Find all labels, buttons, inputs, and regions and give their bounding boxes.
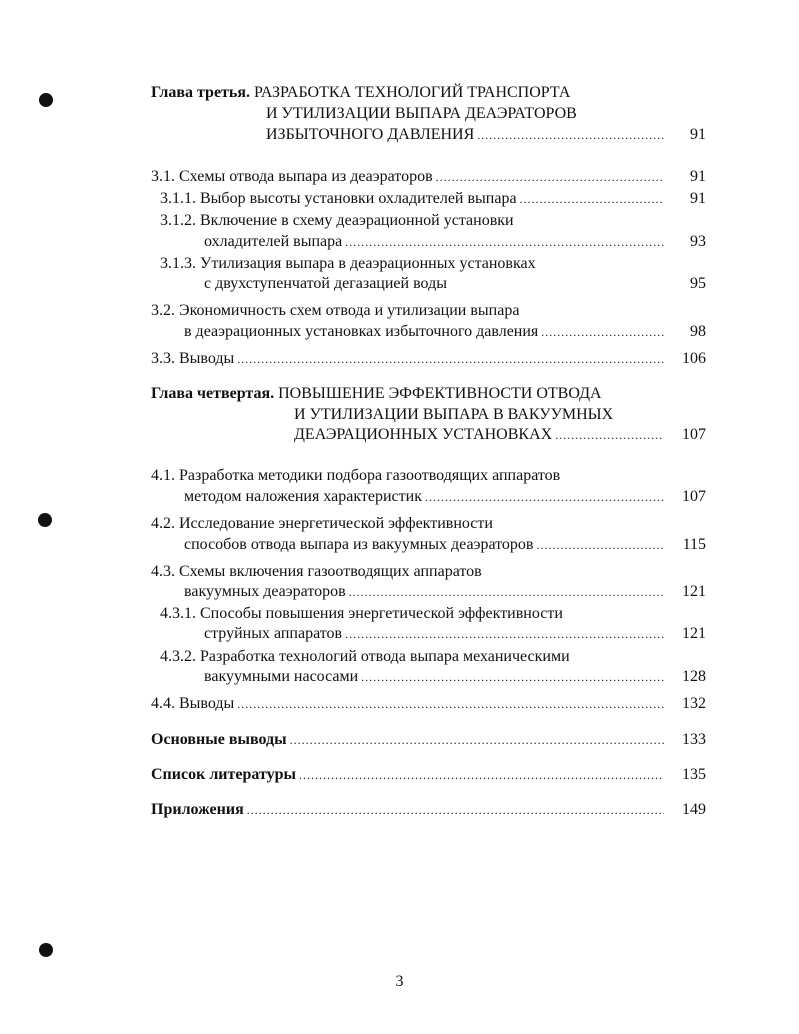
toc-entry-4-3-line1: 4.3. Схемы включения газоотводящих аппаратов: [151, 563, 482, 580]
toc-entry-4-3: [184, 582, 668, 602]
dot-leader: [425, 487, 664, 507]
toc-entry-4-3-2: [204, 667, 668, 687]
toc-entry-4-1: [184, 487, 668, 507]
dot-leader: [345, 624, 664, 644]
toc-entry-3-3: [151, 349, 668, 369]
toc-entry-3-1-3-line1: 3.1.3. Утилизация выпара в деаэрационных установках: [160, 255, 536, 272]
toc-entry-3-1-1: [160, 189, 668, 209]
dot-leader: [536, 535, 664, 555]
chapter-4-title-part1: ПОВЫШЕНИЕ ЭФФЕКТИВНОСТИ ОТВОДА: [278, 385, 602, 402]
chapter-3-label: Глава третья.: [151, 84, 251, 101]
dot-leader: [290, 730, 664, 750]
toc-entry-appendices-text: Приложения: [151, 801, 244, 818]
toc-entry-4-2: [184, 535, 668, 555]
toc-entry-3-2-line1: 3.2. Экономичность схем отвода и утилизации выпара: [151, 302, 520, 319]
toc-entry-4-4-page: 132: [682, 695, 706, 712]
toc-entry-appendices: [151, 800, 668, 820]
toc-entry-3-1-2-line2: охладителей выпара: [204, 233, 343, 250]
chapter-4-heading-line1: [151, 384, 602, 404]
dot-leader: [349, 582, 664, 602]
toc-entry-3-2-page: 98: [690, 323, 706, 340]
dot-leader: [345, 232, 664, 252]
toc-entry-4-1-page: 107: [682, 488, 706, 505]
toc-entry-appendices-page: 149: [682, 801, 706, 818]
dot-leader: [436, 167, 664, 187]
toc-entry-3-1-3-page: 95: [690, 275, 706, 292]
toc-entry-4-3-2-page: 128: [682, 668, 706, 685]
toc-entry-3-1-text: 3.1. Схемы отвода выпара из деаэраторов: [151, 168, 433, 185]
dot-leader: [237, 694, 664, 714]
toc-entry-3-1-3: [204, 274, 668, 294]
chapter-4-title-part2: И УТИЛИЗАЦИИ ВЫПАРА В ВАКУУМНЫХ: [294, 406, 614, 423]
binder-hole-bottom: [39, 943, 53, 957]
chapter-3-heading-line1: [151, 83, 570, 103]
toc-entry-conclusions-text: Основные выводы: [151, 731, 287, 748]
dot-leader: [247, 800, 664, 820]
toc-entry-4-2-page: 115: [682, 536, 706, 553]
toc-entry-3-1-page: 91: [690, 168, 706, 185]
chapter-3-page: 91: [690, 126, 706, 143]
dot-leader: [555, 425, 664, 445]
toc-entry-4-3-1: [204, 624, 668, 644]
dot-leader: [520, 189, 664, 209]
dot-leader: [541, 322, 664, 342]
dot-leader: [477, 125, 664, 145]
toc-entry-3-1-1-page: 91: [690, 190, 706, 207]
toc-entry-3-3-page: 106: [682, 350, 706, 367]
toc-entry-4-2-line2: способов отвода выпара из вакуумных деаэраторов: [184, 536, 534, 553]
page-number: 3: [395, 973, 404, 990]
toc-entry-4-3-1-line2: струйных аппаратов: [204, 625, 343, 642]
toc-entry-conclusions: [151, 730, 668, 750]
toc-entry-references-text: Список литературы: [151, 766, 296, 783]
chapter-4-heading-line3: [294, 425, 668, 445]
toc-entry-3-1: [151, 167, 668, 187]
toc-entry-4-1-line1: 4.1. Разработка методики подбора газоотводящих аппаратов: [151, 467, 561, 484]
dot-leader: [299, 765, 664, 785]
toc-entry-4-3-1-page: 121: [682, 625, 706, 642]
toc-entry-3-1-2: [204, 232, 668, 252]
chapter-4-label: Глава четвертая.: [151, 385, 275, 402]
chapter-4-page: 107: [682, 426, 706, 443]
dot-leader: [361, 667, 664, 687]
toc-entry-3-1-1-text: 3.1.1. Выбор высоты установки охладителей выпара: [160, 190, 517, 207]
toc-entry-3-1-2-line1: 3.1.2. Включение в схему деаэрационной установки: [160, 212, 514, 229]
toc-entry-4-4-text: 4.4. Выводы: [151, 695, 235, 712]
toc-entry-4-3-2-line2: вакуумными насосами: [204, 668, 359, 685]
dot-leader: [237, 349, 664, 369]
toc-entry-references: [151, 765, 668, 785]
chapter-4-title-part3: ДЕАЭРАЦИОННЫХ УСТАНОВКАХ: [294, 426, 553, 443]
chapter-3-heading-line3: [266, 125, 668, 145]
binder-hole-middle: [38, 513, 52, 527]
toc-entry-4-3-2-line1: 4.3.2. Разработка технологий отвода выпара механическими: [160, 648, 570, 665]
toc-entry-4-1-line2: методом наложения характеристик: [184, 488, 422, 505]
toc-entry-3-1-2-page: 93: [690, 233, 706, 250]
toc-entry-3-2-line2: в деаэрационных установках избыточного давления: [184, 323, 539, 340]
toc-entry-4-3-page: 121: [682, 583, 706, 600]
toc-entry-4-3-line2: вакуумных деаэраторов: [184, 583, 346, 600]
chapter-3-title-part1: РАЗРАБОТКА ТЕХНОЛОГИЙ ТРАНСПОРТА: [254, 84, 571, 101]
toc-entry-3-3-text: 3.3. Выводы: [151, 350, 235, 367]
toc-entry-4-3-1-line1: 4.3.1. Способы повышения энергетической эффективности: [160, 605, 563, 622]
toc-entry-4-4: [151, 694, 668, 714]
toc-entry-3-1-3-line2: с двухступенчатой дегазацией воды: [204, 275, 447, 292]
chapter-3-title-part2: И УТИЛИЗАЦИИ ВЫПАРА ДЕАЭРАТОРОВ: [266, 105, 577, 122]
binder-hole-top: [39, 93, 53, 107]
toc-entry-4-2-line1: 4.2. Исследование энергетической эффективности: [151, 515, 493, 532]
toc-entry-conclusions-page: 133: [682, 731, 706, 748]
toc-entry-3-2: [184, 322, 668, 342]
toc-entry-references-page: 135: [682, 766, 706, 783]
chapter-3-title-part3: ИЗБЫТОЧНОГО ДАВЛЕНИЯ: [266, 126, 475, 143]
